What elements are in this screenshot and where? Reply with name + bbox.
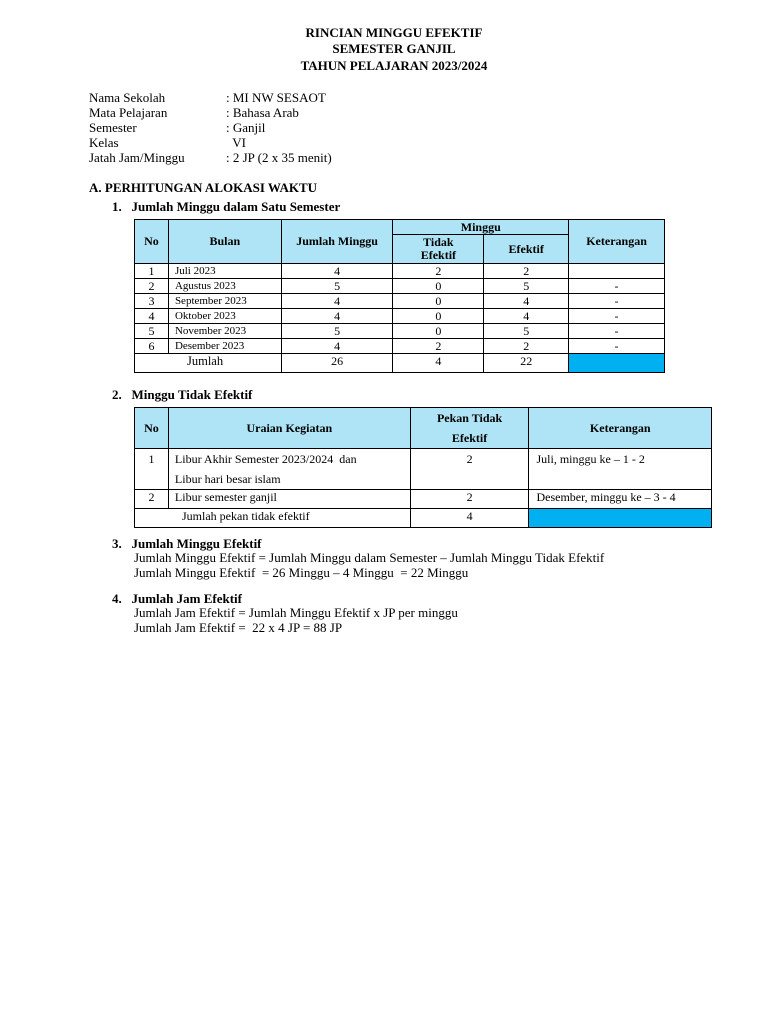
info-value-school: : MI NW SESAOT [226, 90, 326, 105]
cell-month: Desember 2023 [168, 339, 281, 354]
section-4-heading: 4. Jumlah Jam Efektif [112, 591, 242, 606]
section-4-line-1: Jumlah Jam Efektif = Jumlah Minggu Efektif x JP per minggu [134, 605, 458, 620]
cell-notes: - [569, 279, 665, 294]
cell-month: September 2023 [168, 294, 281, 309]
cell-notes: Juli, minggu ke – 1 - 2 [529, 449, 712, 490]
table-row [135, 294, 665, 309]
info-label-school: Nama Sekolah [89, 90, 166, 105]
cell-not-effective: 0 [393, 324, 484, 339]
section-3-line-1: Jumlah Minggu Efektif = Jumlah Minggu dalam Semester – Jumlah Minggu Tidak Efektif [134, 550, 605, 565]
cell-month: Oktober 2023 [168, 309, 281, 324]
weeks-table [134, 219, 665, 373]
cell-notes: - [569, 309, 665, 324]
cell-total: 5 [281, 324, 393, 339]
info-label-hours: Jatah Jam/Minggu [89, 150, 185, 165]
table-row [135, 449, 712, 490]
cell-month: November 2023 [168, 324, 281, 339]
col-header-total-weeks: Jumlah Minggu [281, 220, 393, 264]
cell-notes: - [569, 324, 665, 339]
col-header-not-effective: Tidak Efektif [393, 235, 484, 264]
cell-no: 2 [135, 490, 169, 509]
col-header-notes: Keterangan [529, 408, 712, 449]
info-value-subject: : Bahasa Arab [226, 105, 299, 120]
cell-effective: 2 [484, 339, 569, 354]
total-label: Jumlah pekan tidak efektif [135, 509, 411, 528]
cell-not-effective: 0 [393, 309, 484, 324]
col-header-no: No [135, 408, 169, 449]
info-label-semester: Semester [89, 120, 137, 135]
section-4-line-2: Jumlah Jam Efektif = 22 x 4 JP = 88 JP [134, 620, 343, 635]
total-weeks-off: 4 [410, 509, 529, 528]
cell-no: 2 [135, 279, 169, 294]
cell-notes [569, 264, 665, 279]
title-line-2: SEMESTER GANJIL [332, 41, 456, 56]
col-header-notes: Keterangan [569, 220, 665, 264]
table-row [135, 324, 665, 339]
table-row [135, 264, 665, 279]
cell-no: 6 [135, 339, 169, 354]
cell-not-effective: 0 [393, 279, 484, 294]
section-3-line-2: Jumlah Minggu Efektif = 26 Minggu – 4 Minggu = 22 Minggu [134, 565, 469, 580]
section-3-heading: 3. Jumlah Minggu Efektif [112, 536, 262, 551]
col-header-activity: Uraian Kegiatan [168, 408, 410, 449]
total-highlight-cell [569, 354, 665, 373]
cell-not-effective: 0 [393, 294, 484, 309]
cell-no: 1 [135, 449, 169, 490]
total-weeks: 26 [281, 354, 393, 373]
cell-month: Juli 2023 [168, 264, 281, 279]
cell-effective: 4 [484, 309, 569, 324]
info-value-class: VI [226, 135, 246, 150]
total-not-effective: 4 [393, 354, 484, 373]
table-row [135, 490, 712, 509]
cell-weeks-off: 2 [410, 490, 529, 509]
section-2-heading: 2. Minggu Tidak Efektif [112, 387, 253, 402]
total-label: Jumlah [135, 354, 282, 373]
cell-weeks-off: 2 [410, 449, 529, 490]
col-header-month: Bulan [168, 220, 281, 264]
activity-line-1: Libur Akhir Semester 2023/2024 dan [174, 452, 357, 466]
cell-activity: Libur semester ganjil [168, 490, 410, 509]
total-highlight-cell [529, 509, 712, 528]
col-header-no: No [135, 220, 169, 264]
table-total-row [135, 354, 665, 373]
cell-effective: 2 [484, 264, 569, 279]
table-row [135, 309, 665, 324]
cell-total: 4 [281, 339, 393, 354]
table-row [135, 339, 665, 354]
cell-no: 1 [135, 264, 169, 279]
cell-no: 5 [135, 324, 169, 339]
cell-activity [168, 449, 410, 490]
cell-effective: 4 [484, 294, 569, 309]
cell-effective: 5 [484, 324, 569, 339]
section-a-heading: A. PERHITUNGAN ALOKASI WAKTU [89, 180, 318, 195]
activity-line-2: Libur hari besar islam [174, 472, 281, 486]
cell-no: 4 [135, 309, 169, 324]
cell-not-effective: 2 [393, 339, 484, 354]
cell-total: 4 [281, 309, 393, 324]
cell-total: 4 [281, 264, 393, 279]
cell-notes: Desember, minggu ke – 3 - 4 [529, 490, 712, 509]
cell-total: 5 [281, 279, 393, 294]
non-effective-table [134, 407, 712, 528]
cell-effective: 5 [484, 279, 569, 294]
cell-month: Agustus 2023 [168, 279, 281, 294]
info-label-subject: Mata Pelajaran [89, 105, 168, 120]
info-label-class: Kelas [89, 135, 119, 150]
cell-total: 4 [281, 294, 393, 309]
section-1-heading: 1. Jumlah Minggu dalam Satu Semester [112, 199, 341, 214]
school-info [89, 90, 489, 166]
table-total-row [135, 509, 712, 528]
col-header-weeks: Minggu [393, 220, 569, 235]
info-value-semester: : Ganjil [226, 120, 266, 135]
total-effective: 22 [484, 354, 569, 373]
title-line-1: RINCIAN MINGGU EFEKTIF [305, 25, 483, 40]
info-value-hours: : 2 JP (2 x 35 menit) [226, 150, 332, 165]
cell-notes: - [569, 339, 665, 354]
cell-not-effective: 2 [393, 264, 484, 279]
col-header-weeks-off: Pekan Tidak Efektif [410, 408, 529, 449]
col-header-effective: Efektif [484, 235, 569, 264]
table-row [135, 279, 665, 294]
cell-notes: - [569, 294, 665, 309]
cell-no: 3 [135, 294, 169, 309]
title-line-3: TAHUN PELAJARAN 2023/2024 [300, 58, 488, 73]
